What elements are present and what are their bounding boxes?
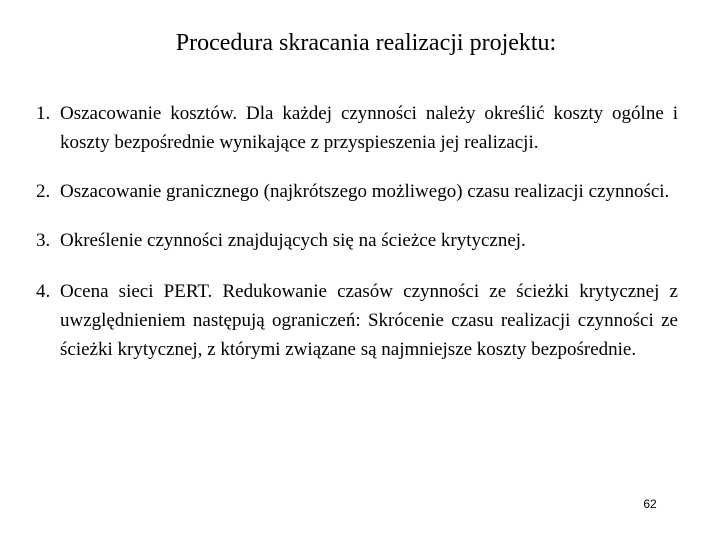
list-item-number: 2. [36,181,51,202]
page-number: 62 [643,497,657,511]
list-item [36,177,678,206]
numbered-list [36,99,678,384]
list-item [36,226,678,255]
list-item [36,277,678,364]
list-item-text: Oszacowanie granicznego (najkrótszego możliwego) czasu realizacji czynności. [60,181,670,202]
slide-title: Procedura skracania realizacji projektu: [175,30,557,56]
list-item-number: 4. [36,281,51,302]
list-item [36,99,678,157]
list-item-number: 3. [36,230,51,251]
list-item-text: Oszacowanie kosztów. Dla każdej czynności należy określić koszty ogólne i koszty bezpośrednie wynikające z przyspieszenia jej realizacji. [60,103,678,153]
list-item-text: Określenie czynności znajdujących się na ścieżce krytycznej. [60,230,526,251]
list-item-number: 1. [36,103,51,124]
list-item-text: Ocena sieci PERT. Redukowanie czasów czynności ze ścieżki krytycznej z uwzględnieniem następują ograniczeń: Skrócenie czasu realizacji czynności ze ścieżki krytycznej, z którymi związane są najmniejsze koszty bezpośrednie. [60,281,678,360]
